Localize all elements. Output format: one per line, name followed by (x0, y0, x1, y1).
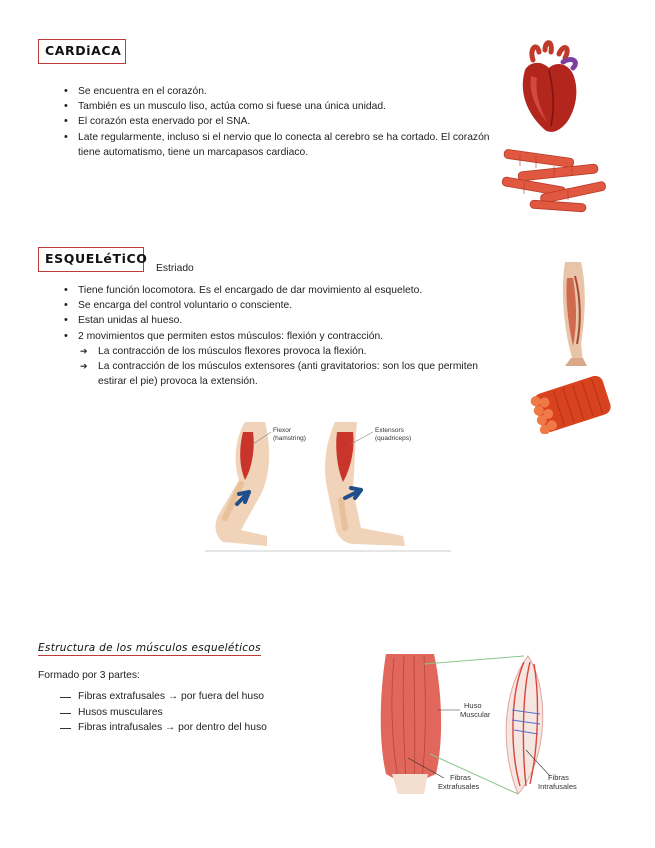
skeletal-fibers-illustration (528, 372, 616, 434)
esqueletico-subtitle: Estriado (156, 263, 194, 274)
figure-label-intrafusales: Fibras (548, 773, 569, 782)
figure-label-intrafusales-sub: Intrafusales (538, 782, 577, 791)
esqueletico-sub-bullet-list (78, 344, 498, 390)
list-item: • Se encuentra en el corazón. (60, 84, 500, 99)
esqueletico-title: ESQUELéTiCO (38, 247, 144, 272)
cardiaca-bullet-list (60, 84, 500, 160)
list-item: Husos musculares (56, 705, 356, 721)
estructura-intro: Formado por 3 partes: (38, 670, 140, 681)
list-item: Fibras intrafusales → por dentro del huso (56, 720, 356, 736)
list-item: • Tiene función locomotora. Es el encargado de dar movimiento al esqueleto. (60, 283, 500, 298)
list-item: ➔ La contracción de los músculos flexores provoca la flexión. (78, 344, 498, 359)
list-item: • Se encarga del control voluntario o consciente. (60, 298, 500, 313)
list-item: ➔ La contracción de los músculos extensores (anti gravitatorios: son los que permiten estirar el pie) provoca la extensión. (78, 359, 498, 389)
figure-label-huso-sub: Muscular (460, 710, 491, 719)
list-item: Fibras extrafusales → por fuera del huso (56, 689, 356, 705)
esqueletico-bullet-list (60, 283, 500, 344)
flexion-extension-figure (205, 418, 451, 552)
figure-label-flexor-sub: (hamstring) (273, 435, 306, 442)
cardiac-fibers-illustration (500, 148, 612, 218)
leg-muscle-illustration (555, 258, 595, 368)
cardiaca-title: CARDiACA (38, 39, 126, 64)
list-item: • Estan unidas al hueso. (60, 313, 500, 328)
estructura-list (56, 689, 356, 736)
figure-label-extrafusales: Fibras (450, 773, 471, 782)
figure-label-flexor: Flexor (273, 427, 292, 434)
list-item: • También es un musculo liso, actúa como si fuese una única unidad. (60, 99, 500, 114)
list-item: • Late regularmente, incluso si el nervio que lo conecta al cerebro se ha cortado. El corazón tiene automatismo, tiene un marcapasos cardiaco. (60, 130, 500, 160)
list-item: • 2 movimientos que permiten estos músculos: flexión y contracción. (60, 329, 500, 344)
list-item: • El corazón esta enervado por el SNA. (60, 114, 500, 129)
figure-label-extrafusales-sub: Extrafusales (438, 782, 480, 791)
heart-illustration (515, 40, 583, 135)
estructura-title: Estructura de los músculos esqueléticos (38, 642, 261, 654)
muscle-spindle-figure (378, 650, 588, 798)
figure-label-extensor: Extensors (375, 427, 404, 434)
figure-label-extensor-sub: (quadriceps) (375, 435, 412, 442)
figure-label-huso: Huso (464, 701, 482, 710)
